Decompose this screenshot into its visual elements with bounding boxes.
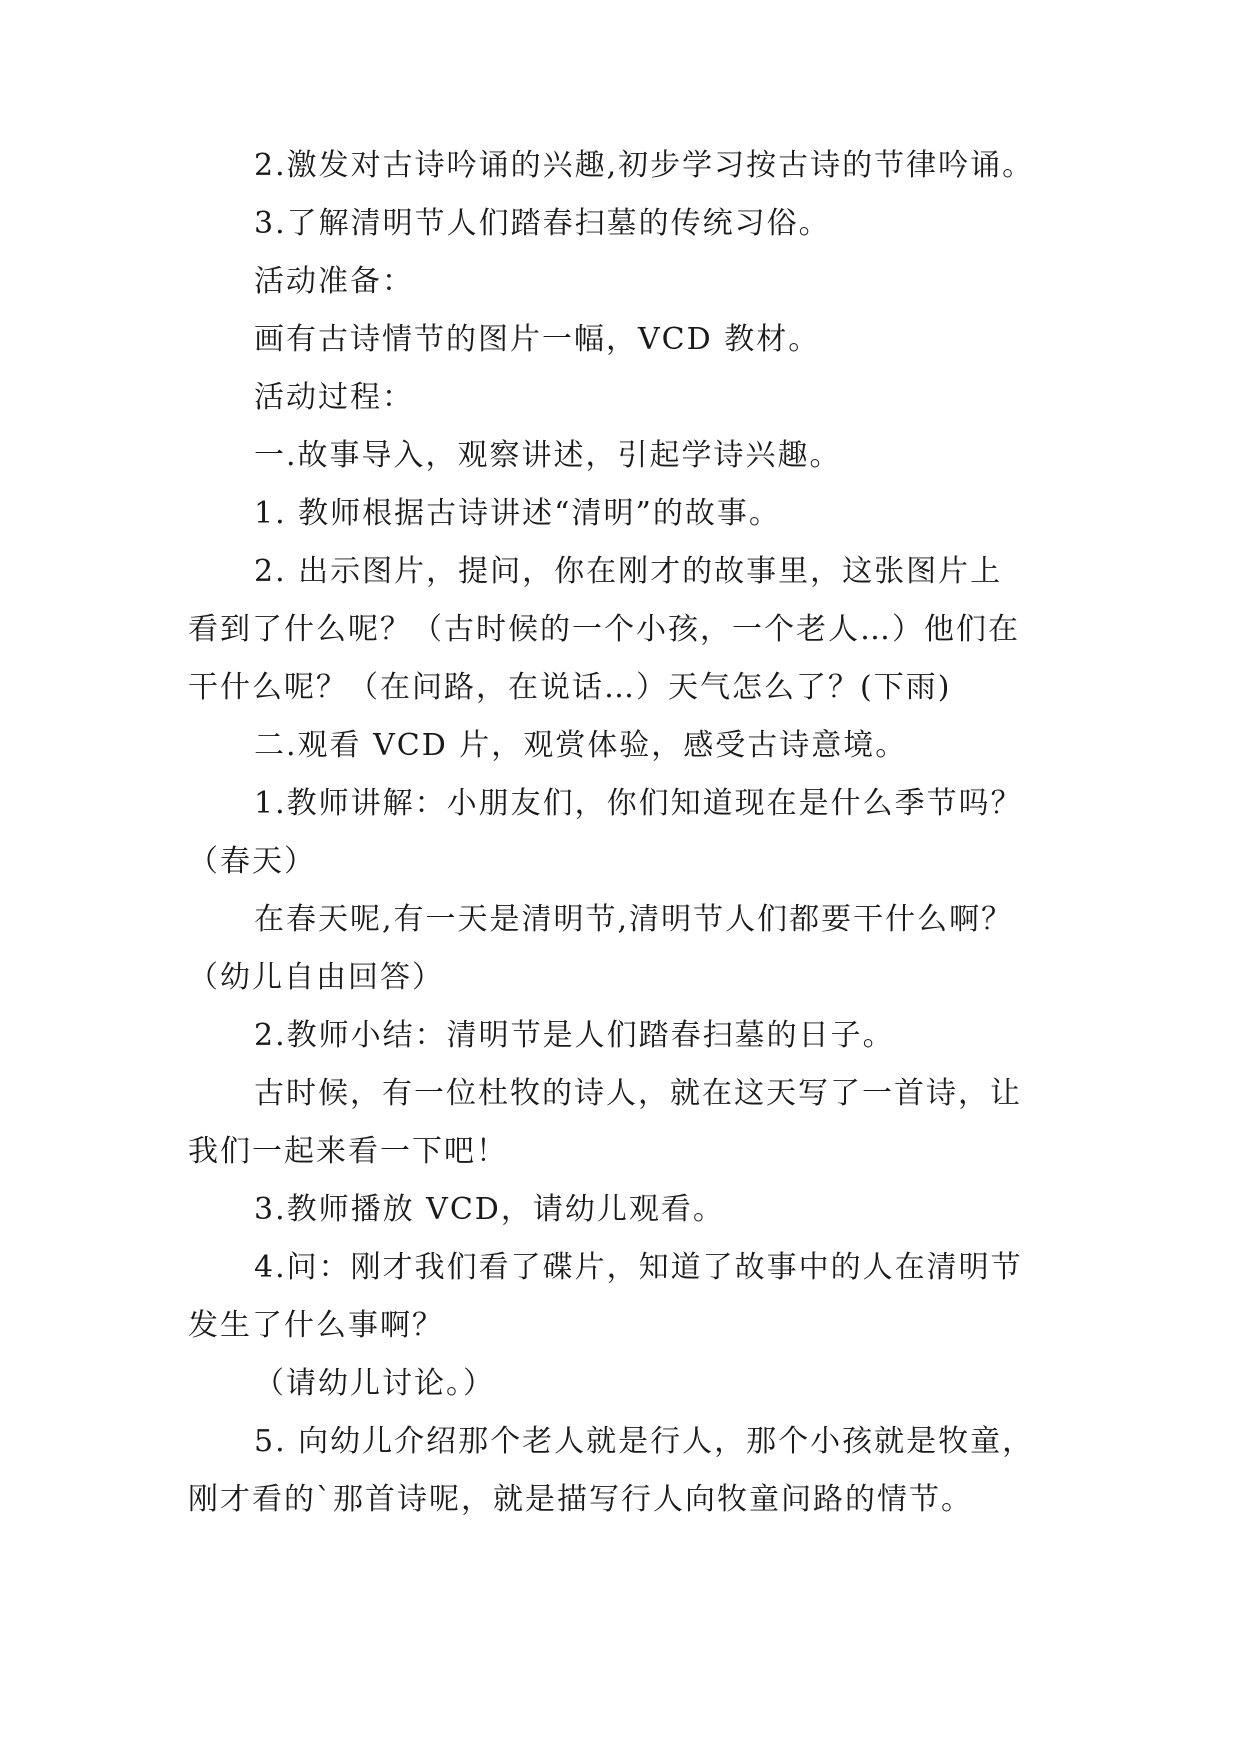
text-line: 2. 出示图片，提问，你在刚才的故事里，这张图片上 <box>254 554 1003 589</box>
text-line: 3.了解清明节人们踏春扫墓的传统习俗。 <box>254 206 831 241</box>
text-line: 发生了什么事啊？ <box>188 1308 444 1343</box>
text-line: 2.激发对古诗吟诵的兴趣,初步学习按古诗的节律吟诵。 <box>254 148 1035 183</box>
text-line: 刚才看的`那首诗呢，就是描写行人向牧童问路的情节。 <box>188 1482 973 1517</box>
text-line: 二.观看 VCD 片，观赏体验，感受古诗意境。 <box>254 728 908 763</box>
text-line: 我们一起来看一下吧！ <box>188 1134 508 1169</box>
text-line: 一.故事导入，观察讲述，引起学诗兴趣。 <box>254 438 842 473</box>
text-line: 1.教师讲解：小朋友们，你们知道现在是什么季节吗？ <box>254 786 1023 821</box>
text-line: 画有古诗情节的图片一幅，VCD 教材。 <box>254 322 821 357</box>
text-line: 5. 向幼儿介绍那个老人就是行人，那个小孩就是牧童， <box>254 1424 1035 1459</box>
text-line: （请幼儿讨论。） <box>254 1366 495 1401</box>
section-heading: 活动过程： <box>254 380 414 415</box>
text-line: （幼儿自由回答） <box>188 960 444 995</box>
text-line: 4.问：刚才我们看了碟片，知道了故事中的人在清明节 <box>254 1250 1023 1285</box>
text-line: 3.教师播放 VCD，请幼儿观看。 <box>254 1192 725 1227</box>
text-line: （春天） <box>188 844 316 879</box>
text-line: 1. 教师根据古诗讲述“清明”的故事。 <box>254 496 781 531</box>
text-line: 干什么呢？（在问路，在说话…）天气怎么了？(下雨) <box>188 670 952 705</box>
text-line: 看到了什么呢？（古时候的一个小孩，一个老人…）他们在 <box>188 612 1020 647</box>
text-line: 古时候，有一位杜牧的诗人，就在这天写了一首诗，让 <box>254 1076 1022 1111</box>
section-heading: 活动准备： <box>254 264 414 299</box>
text-line: 2.教师小结：清明节是人们踏春扫墓的日子。 <box>254 1018 895 1053</box>
text-line: 在春天呢,有一天是清明节,清明节人们都要干什么啊？ <box>254 902 1014 937</box>
